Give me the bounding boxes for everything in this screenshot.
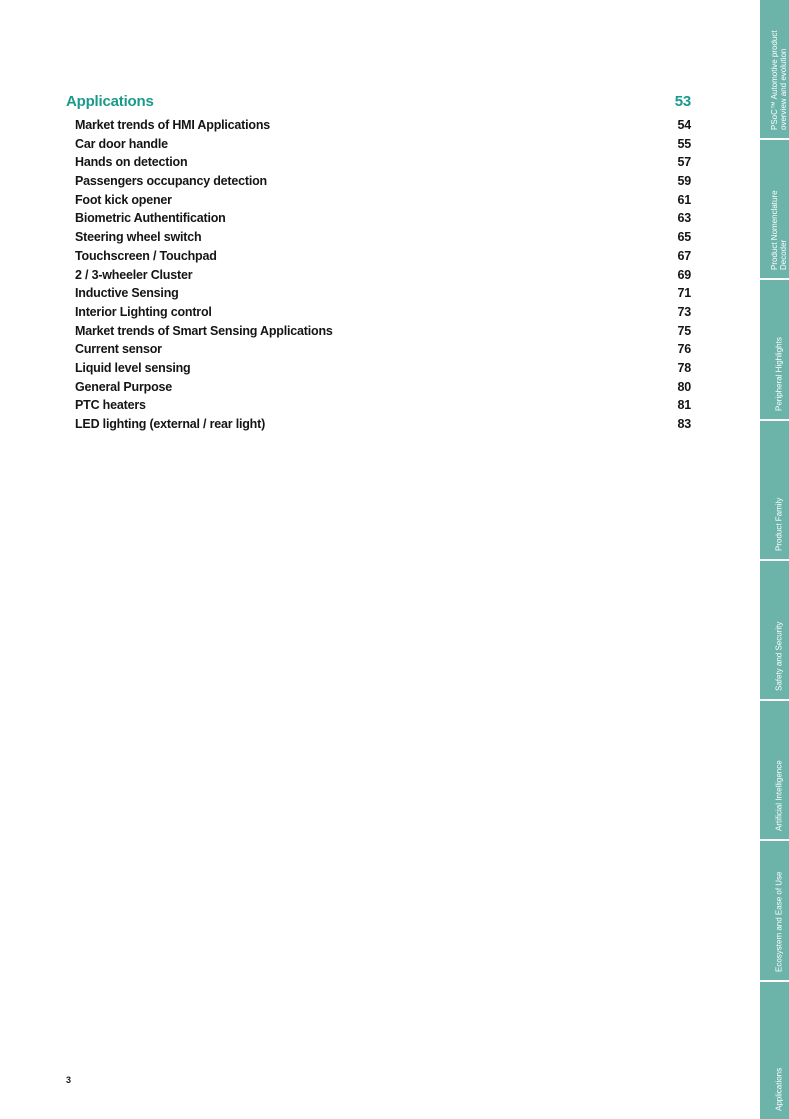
toc-item[interactable] (66, 155, 691, 174)
side-tab-artificial-intelligence[interactable] (760, 701, 789, 839)
toc-item-page: 73 (677, 304, 691, 319)
side-tab-applications[interactable] (760, 982, 789, 1119)
side-tab-product-nomenclature[interactable] (760, 140, 789, 278)
toc-item-label: Interior Lighting control (75, 304, 212, 319)
side-tab-label: Product Nomenclature Decoder (769, 190, 788, 270)
toc-item-page: 55 (677, 136, 691, 151)
side-tab-product-family[interactable] (760, 421, 789, 559)
toc-item-page: 69 (677, 267, 691, 282)
toc-item-label: 2 / 3-wheeler Cluster (75, 267, 193, 282)
toc-section-title: Applications (66, 93, 154, 110)
toc-item-page: 57 (677, 155, 691, 170)
toc-item-label: Touchscreen / Touchpad (75, 248, 217, 263)
toc-item-label: Car door handle (75, 136, 168, 151)
toc-item-page: 83 (677, 417, 691, 431)
toc-item[interactable] (66, 137, 691, 156)
toc-item-label: Liquid level sensing (75, 360, 191, 375)
toc-list (66, 118, 691, 436)
toc-item[interactable] (66, 118, 691, 137)
toc-item[interactable] (66, 398, 691, 417)
toc-item[interactable] (66, 361, 691, 380)
toc-item-label: Market trends of HMI Applications (75, 118, 271, 132)
toc-item-label: Steering wheel switch (75, 230, 202, 245)
side-tab-psoc-overview[interactable] (760, 0, 789, 138)
side-tab-label: Peripheral Highlights (774, 337, 783, 411)
toc-item[interactable] (66, 286, 691, 305)
toc-item-page: 71 (677, 286, 691, 301)
toc-item-page: 67 (677, 248, 691, 263)
toc-item-label: Current sensor (75, 342, 162, 357)
side-tab-peripheral-highlights[interactable] (760, 280, 789, 419)
toc-item-page: 59 (677, 174, 691, 189)
toc-item[interactable] (66, 249, 691, 268)
toc-item-page: 63 (677, 211, 691, 226)
toc-item-page: 76 (677, 342, 691, 357)
toc-item[interactable] (66, 230, 691, 249)
toc-item[interactable] (66, 174, 691, 193)
side-tab-label: Artificial Intelligence (774, 760, 783, 831)
toc-item-page: 75 (677, 323, 691, 338)
toc-item[interactable] (66, 380, 691, 399)
toc-item-page: 80 (677, 379, 691, 394)
toc-section-page: 53 (674, 93, 691, 110)
toc-item-label: General Purpose (75, 379, 173, 394)
toc-item[interactable] (66, 417, 691, 436)
toc-item-label: PTC heaters (75, 398, 146, 413)
side-tab-label: Ecosystem and Ease of Use (774, 871, 783, 972)
toc-item-page: 78 (677, 360, 691, 375)
toc-item-label: Market trends of Smart Sensing Applications (75, 323, 333, 338)
toc-item[interactable] (66, 305, 691, 324)
toc-item-label: Foot kick opener (75, 192, 172, 207)
side-tab-label: Product Family (774, 497, 783, 551)
table-of-contents (66, 93, 691, 436)
toc-item-label: LED lighting (external / rear light) (75, 417, 266, 431)
side-tab-label: Applications (774, 1067, 783, 1111)
side-tab-safety-security[interactable] (760, 561, 789, 699)
toc-item[interactable] (66, 268, 691, 287)
toc-item[interactable] (66, 211, 691, 230)
toc-item-page: 81 (677, 398, 691, 413)
toc-item-label: Passengers occupancy detection (75, 174, 267, 189)
toc-item[interactable] (66, 342, 691, 361)
page-number: 3 (66, 1075, 72, 1085)
toc-item-label: Inductive Sensing (75, 286, 179, 301)
side-tab-label: Safety and Security (774, 621, 783, 691)
side-tab-label: PSoC™ Automotive product overview and evolution (769, 30, 788, 130)
toc-item-page: 61 (677, 192, 691, 207)
section-side-tabs (760, 0, 789, 1119)
toc-item[interactable] (66, 324, 691, 343)
side-tab-ecosystem[interactable] (760, 841, 789, 980)
toc-item-label: Hands on detection (75, 155, 188, 170)
toc-item-page: 54 (677, 118, 691, 132)
toc-section-heading[interactable] (66, 93, 691, 113)
toc-item[interactable] (66, 193, 691, 212)
toc-item-label: Biometric Authentification (75, 211, 226, 226)
toc-item-page: 65 (677, 230, 691, 245)
